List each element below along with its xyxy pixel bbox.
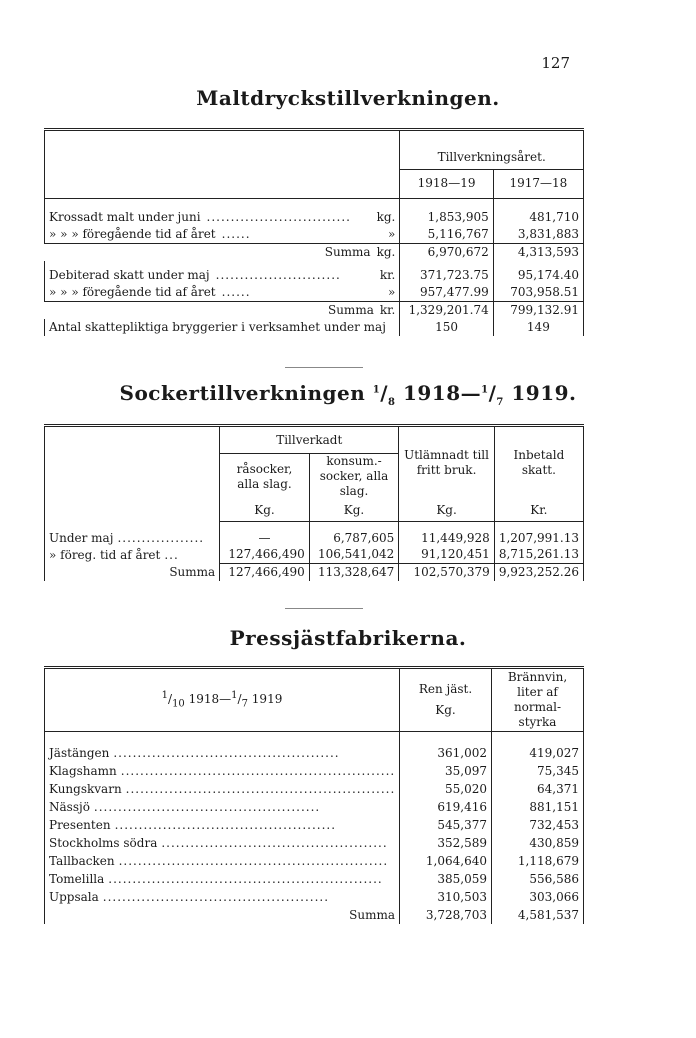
value-brannvin: 4,581,537	[492, 906, 584, 924]
row-label	[45, 906, 400, 924]
row-label	[45, 834, 400, 852]
row-unit: »	[388, 284, 396, 299]
socker-title-year: 1918—	[402, 381, 482, 405]
row-label-text: Debiterad skatt under maj	[49, 267, 210, 282]
value-jast: 385,059	[400, 870, 492, 888]
row-unit: »	[388, 226, 396, 241]
socker-title-year-end: 1919.	[511, 381, 577, 405]
value-1918: 6,970,672	[400, 243, 493, 261]
value-1918: 1,329,201.74	[400, 301, 493, 319]
fraction-num: 1	[161, 690, 169, 702]
row-label-text: Jästängen	[49, 745, 110, 760]
fraction-den: 10	[172, 698, 185, 710]
value-jast: 361,002	[400, 744, 492, 762]
row-label-text: Klagshamn	[49, 763, 117, 778]
malt-table	[44, 128, 584, 336]
value-c1: 127,466,490	[220, 547, 310, 564]
row-label-text: Summa	[327, 302, 374, 317]
value-brannvin: 75,345	[492, 762, 584, 780]
separator	[285, 608, 363, 609]
value-1918: 957,477.99	[400, 284, 493, 302]
row-label-text: Tomelilla	[49, 871, 105, 886]
value-c3: 11,449,928	[399, 530, 495, 547]
leader-dots: ........................................................	[118, 853, 389, 868]
row-label	[45, 744, 400, 762]
press-h-jast-label: Ren jäst.	[418, 682, 473, 696]
fraction-num: 1	[481, 384, 489, 396]
value-jast: 619,416	[400, 798, 492, 816]
malt-col-1917: 1917—18	[493, 170, 583, 199]
press-period-start: 1918—	[188, 692, 232, 707]
value-brannvin: 732,453	[492, 816, 584, 834]
leader-dots: .........................................................	[120, 763, 396, 778]
table-row	[45, 852, 584, 870]
press-period-end: 1919	[251, 692, 283, 707]
value-1917: 703,958.51	[493, 284, 583, 302]
value-jast: 55,020	[400, 780, 492, 798]
row-label-text: Nässjö	[49, 799, 90, 814]
socker-unit-kr: Kr.	[494, 499, 583, 522]
row-label-text: Summa	[349, 907, 395, 922]
row-label-text: Under maj	[49, 530, 114, 545]
fraction-den: 8	[388, 397, 396, 408]
table-row	[45, 530, 584, 547]
leader-dots: ..............................	[206, 209, 351, 224]
leader-dots: ...	[164, 547, 179, 562]
value-c2: 113,328,647	[309, 564, 399, 581]
socker-h-rasocker: råsocker, alla slag.	[220, 454, 310, 500]
table-row	[45, 762, 584, 780]
row-label	[45, 267, 400, 284]
row-label	[45, 284, 400, 302]
table-row	[45, 226, 584, 244]
row-label-text: Tallbacken	[49, 853, 115, 868]
value-brannvin: 64,371	[492, 780, 584, 798]
row-unit: kg.	[376, 209, 396, 224]
value-c3: 91,120,451	[399, 547, 495, 564]
fraction-num: 1	[231, 690, 238, 702]
malt-header-group: Tillverkningsåret.	[400, 130, 584, 170]
leader-dots: ..........................	[215, 267, 341, 282]
row-label	[45, 762, 400, 780]
socker-table	[44, 424, 584, 581]
fraction-den: 7	[496, 397, 504, 408]
row-label	[45, 319, 400, 336]
socker-h-utlamnad: Utlämnadt till fritt bruk.	[399, 426, 495, 500]
row-label	[45, 301, 400, 319]
separator	[285, 367, 363, 368]
value-c2: 6,787,605	[309, 530, 399, 547]
value-brannvin: 303,066	[492, 888, 584, 906]
malt-title: Maltdryckstillverkningen.	[196, 86, 500, 110]
value-1917: 3,831,883	[493, 226, 583, 244]
row-label	[45, 852, 400, 870]
row-label	[45, 798, 400, 816]
value-c1: —	[220, 530, 310, 547]
table-row	[45, 319, 584, 336]
value-1918: 5,116,767	[400, 226, 493, 244]
leader-dots: ...............................................	[93, 799, 321, 814]
value-jast: 545,377	[400, 816, 492, 834]
value-1918: 371,723.75	[400, 267, 493, 284]
value-brannvin: 881,151	[492, 798, 584, 816]
leader-dots: ........................................................	[125, 781, 396, 796]
row-label-text: Antal skattepliktiga bryggerier i verksamhet under maj	[49, 319, 386, 334]
table-row	[45, 267, 584, 284]
leader-dots: .........................................................	[108, 871, 383, 886]
row-label-text: Stockholms södra	[49, 835, 158, 850]
row-label	[45, 564, 220, 581]
value-c4: 1,207,991.13	[494, 530, 583, 547]
row-unit: kr.	[379, 267, 396, 282]
value-1917: 4,313,593	[493, 243, 583, 261]
row-label	[45, 209, 400, 226]
leader-dots: ..............................................	[114, 817, 337, 832]
leader-dots: ...............................................	[113, 745, 340, 760]
row-label-text: » föreg. tid af året	[49, 547, 161, 562]
row-label-text: Summa	[169, 564, 216, 579]
table-row	[45, 243, 584, 261]
value-1917: 799,132.91	[493, 301, 583, 319]
row-label-text: Krossadt malt under juni	[49, 209, 201, 224]
socker-h-inbetald: Inbetald skatt.	[494, 426, 583, 500]
table-row	[45, 564, 584, 581]
socker-h-tillverkadt: Tillverkadt	[220, 426, 399, 454]
row-unit: kr.	[379, 302, 396, 317]
leader-dots: ......	[221, 284, 251, 299]
row-label-text: Summa	[324, 244, 371, 259]
value-jast: 352,589	[400, 834, 492, 852]
row-unit: kg.	[376, 244, 396, 259]
value-brannvin: 430,859	[492, 834, 584, 852]
row-label	[45, 888, 400, 906]
table-row	[45, 780, 584, 798]
value-jast: 3,728,703	[400, 906, 492, 924]
value-c1: 127,466,490	[220, 564, 310, 581]
table-row	[45, 816, 584, 834]
leader-dots: ......	[221, 226, 251, 241]
table-row	[45, 834, 584, 852]
value-brannvin: 419,027	[492, 744, 584, 762]
row-label	[45, 530, 220, 547]
table-row	[45, 744, 584, 762]
press-period: $^1/_{10}$ $1918—^1/_7$ 1919	[45, 668, 400, 732]
value-jast: 35,097	[400, 762, 492, 780]
table-row	[45, 906, 584, 924]
value-c4: 9,923,252.26	[494, 564, 583, 581]
leader-dots: ...............................................	[102, 889, 330, 904]
socker-unit-kg: Kg.	[220, 499, 310, 522]
table-row	[45, 888, 584, 906]
value-c3: 102,570,379	[399, 564, 495, 581]
value-1917: 481,710	[493, 209, 583, 226]
table-row	[45, 870, 584, 888]
socker-title: Sockertillverkningen $^1/_8$ $1918—^1/_7$ 1919.	[119, 381, 577, 408]
press-title: Pressjästfabrikerna.	[229, 626, 467, 650]
row-label-text: » » » föregående tid af året	[49, 284, 216, 299]
row-label	[45, 547, 220, 564]
value-1917: 95,174.40	[493, 267, 583, 284]
socker-unit-kg: Kg.	[309, 499, 399, 522]
row-label	[45, 816, 400, 834]
socker-unit-kg: Kg.	[399, 499, 495, 522]
socker-h-konsum: konsum.-socker, alla slag.	[309, 454, 399, 500]
value-brannvin: 1,118,679	[492, 852, 584, 870]
press-h-brannvin: Brännvin, liter af normal-styrka	[492, 668, 584, 732]
page-number: 127	[541, 54, 570, 72]
table-row	[45, 209, 584, 226]
value-c4: 8,715,261.13	[494, 547, 583, 564]
press-h-jast-unit: Kg.	[435, 703, 456, 717]
row-label	[45, 780, 400, 798]
fraction-den: 7	[241, 698, 248, 710]
row-label-text: » » » föregående tid af året	[49, 226, 216, 241]
table-row	[45, 284, 584, 302]
table-row	[45, 547, 584, 564]
row-label	[45, 870, 400, 888]
row-label	[45, 226, 400, 244]
value-1918: 150	[400, 319, 493, 336]
value-jast: 1,064,640	[400, 852, 492, 870]
leader-dots: ..................	[117, 530, 205, 545]
press-table	[44, 666, 584, 924]
row-label-text: Kungskvarn	[49, 781, 122, 796]
value-1918: 1,853,905	[400, 209, 493, 226]
value-brannvin: 556,586	[492, 870, 584, 888]
value-1917: 149	[493, 319, 583, 336]
malt-col-1918: 1918—19	[400, 170, 493, 199]
value-jast: 310,503	[400, 888, 492, 906]
value-c2: 106,541,042	[309, 547, 399, 564]
press-h-jast	[400, 668, 492, 732]
row-label-text: Uppsala	[49, 889, 99, 904]
leader-dots: ...............................................	[161, 835, 388, 850]
table-row	[45, 798, 584, 816]
row-label	[45, 243, 400, 261]
socker-title-main: Sockertillverkningen	[119, 381, 366, 405]
table-row	[45, 301, 584, 319]
row-label-text: Presenten	[49, 817, 111, 832]
fraction-num: 1	[372, 384, 381, 396]
